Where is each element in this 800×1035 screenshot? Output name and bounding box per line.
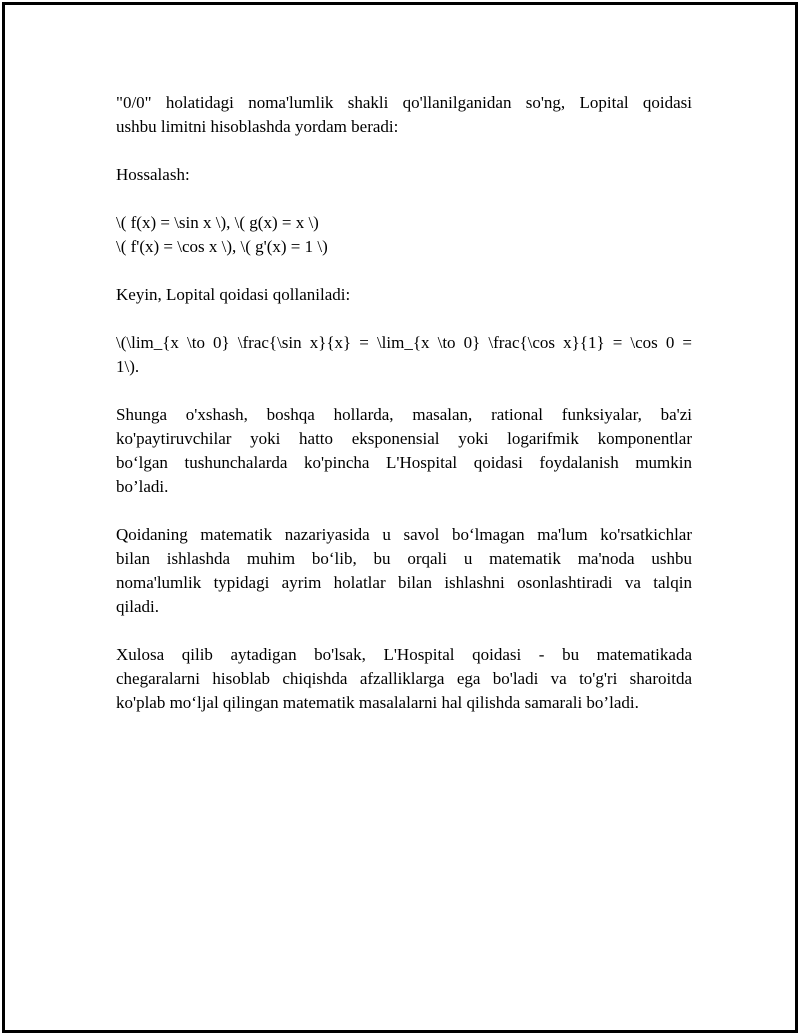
text-line: chegaralarni hisoblab chiqishda afzalliklarga ega bo'ladi va to'g'ri sharoitda [116, 669, 692, 688]
text-line: Keyin, Lopital qoidasi qollaniladi: [116, 285, 351, 304]
text-line: qiladi. [116, 597, 159, 616]
text-line: bo’ladi. [116, 477, 169, 496]
functions-block [116, 211, 692, 259]
formula-line: \(\lim_{x \to 0} \frac{\sin x}{x} = \lim_{x \to 0} \frac{\cos x}{1} = \cos 0 = [116, 333, 692, 352]
intro-paragraph [116, 91, 692, 139]
text-line: Qoidaning matematik nazariyasida u savol bo‘lmagan ma'lum ko'rsatkichlar [116, 525, 692, 544]
xulosa-paragraph [116, 643, 692, 715]
text-line: bo‘lgan tushunchalarda ko'pincha L'Hospital qoidasi foydalanish mumkin [116, 453, 692, 472]
shunga-paragraph [116, 403, 692, 499]
text-line: ko'paytiruvchilar yoki hatto eksponensial yoki logarifmik komponentlar [116, 429, 692, 448]
text-line: Xulosa qilib aytadigan bo'lsak, L'Hospital qoidasi - bu matematikada [116, 645, 692, 664]
document-body [116, 91, 692, 739]
lopital-applied-text [116, 283, 692, 307]
formula-line: \( f'(x) = \cos x \), \( g'(x) = 1 \) [116, 237, 328, 256]
text-line: ko'plab mo‘ljal qilingan matematik masalalarni hal qilishda samarali bo’ladi. [116, 693, 639, 712]
text-line: noma'lumlik typidagi ayrim holatlar bilan ishlashni osonlashtiradi va talqin [116, 573, 692, 592]
text-line: bilan ishlashda muhim bo‘lib, bu orqali u matematik ma'noda ushbu [116, 549, 692, 568]
hossalash-heading [116, 163, 692, 187]
text-line: "0/0" holatidagi noma'lumlik shakli qo'llanilganidan so'ng, Lopital qoidasi [116, 93, 692, 112]
formula-line: 1\). [116, 357, 140, 376]
text-line: Hossalash: [116, 165, 190, 184]
limit-formula [116, 331, 692, 379]
text-line: ushbu limitni hisoblashda yordam beradi: [116, 117, 399, 136]
text-line: Shunga o'xshash, boshqa hollarda, masalan, rational funksiyalar, ba'zi [116, 405, 692, 424]
formula-line: \( f(x) = \sin x \), \( g(x) = x \) [116, 213, 319, 232]
qoidaning-paragraph [116, 523, 692, 619]
